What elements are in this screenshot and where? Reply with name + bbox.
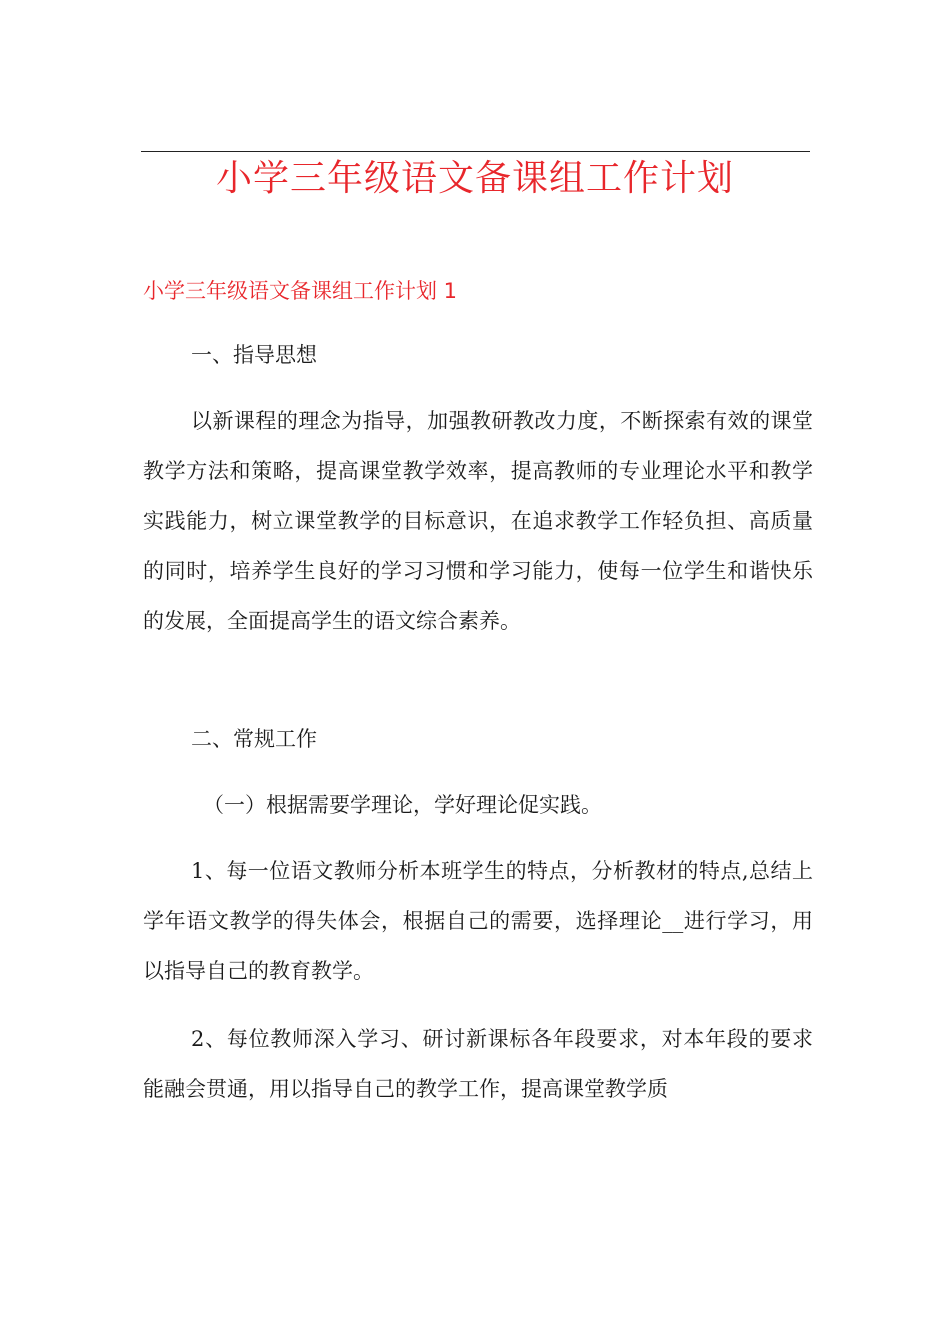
- heading-guiding-ideology: 一、指导思想: [191, 343, 317, 367]
- heading-routine-work: 二、常规工作: [191, 727, 317, 751]
- paragraph-item-2: 2、每位教师深入学习、研讨新课标各年段要求，对本年段的要求能融会贯通，用以指导自己的教学工作，提高课堂教学质: [143, 1027, 813, 1101]
- subheading-theory-practice: （一）根据需要学理论，学好理论促实践。: [203, 793, 602, 817]
- section-title: 小学三年级语文备课组工作计划 1: [143, 279, 458, 303]
- header-rule: [141, 151, 810, 152]
- document-title: 小学三年级语文备课组工作计划: [215, 158, 734, 199]
- paragraph-item-1: 1、每一位语文教师分析本班学生的特点，分析教材的特点,总结上学年语文教学的得失体会，根据自己的需要，选择理论__进行学习，用以指导自己的教育教学。: [143, 859, 813, 983]
- paragraph-guiding-ideology: 以新课程的理念为指导，加强教研教改力度，不断探索有效的课堂教学方法和策略，提高课堂教学效率，提高教师的专业理论水平和教学实践能力，树立课堂教学的目标意识，在追求教学工作轻负担、高质量的同时，培养学生良好的学习习惯和学习能力，使每一位学生和谐快乐的发展，全面提高学生的语文综合素养。: [143, 409, 813, 633]
